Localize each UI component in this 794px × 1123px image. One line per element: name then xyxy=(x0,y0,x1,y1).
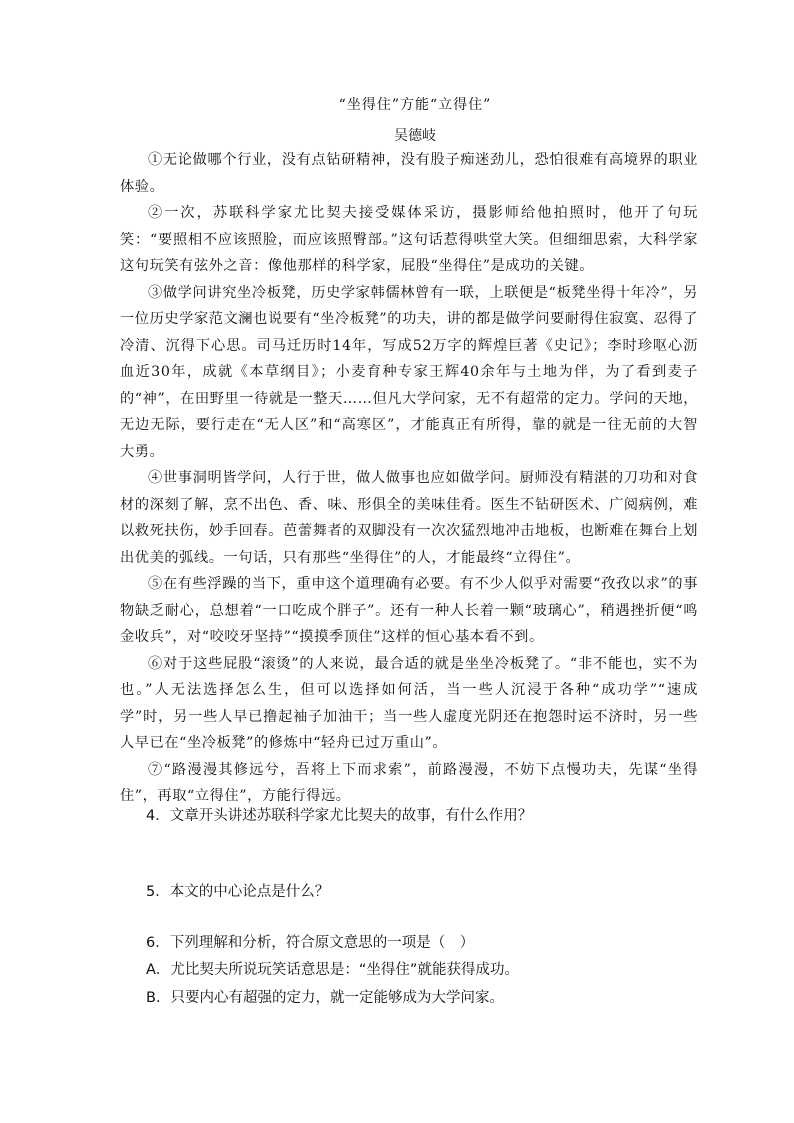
article-body xyxy=(120,147,698,810)
paragraph-3: ③做学问讲究坐冷板凳，历史学家韩儒林曾有一联，上联便是“板凳坐得十年冷”，另一位历史学家范文澜也说要有“坐冷板凳”的功夫，讲的都是做学问要耐得住寂寞、忍得了冷清、沉得下心思。司马迁历时14年，写成52万字的辉煌巨著《史记》；李时珍呕心沥血近30年，成就《本草纲目》；小麦育种专家王辉40余年与土地为伴，为了看到麦子的“神”，在田野里一待就是一整天……但凡大学问家，无不有超常的定力。学问的天地，无边无际，要行走在“无人区”和“高寒区”，才能真正有所得，靠的就是一往无前的大智大勇。 xyxy=(120,284,698,460)
paragraph-5: ⑤在有些浮躁的当下，重申这个道理确有必要。有不少人似乎对需要“孜孜以求”的事物缺乏耐心，总想着“一口吃成个胖子”。还有一种人长着一颗“玻璃心”，稍遇挫折便“鸣金收兵”，对“咬咬牙坚持”“摸摸季顶住”这样的恒心基本看不到。 xyxy=(120,576,698,645)
question-6: 6．下列理解和分析，符合原文意思的一项是（ ） xyxy=(146,935,475,951)
paragraph-4: ④世事洞明皆学问，人行于世，做人做事也应如做学问。厨师没有精湛的刀功和对食材的深刻了解，烹不出色、香、味、形俱全的美味佳肴。医生不钻研医术、广阅病例，难以救死扶伤，妙手回春。芭蕾舞者的双脚没有一次次猛烈地冲击地板，也断难在舞台上划出优美的弧线。一句话，只有那些“坐得住”的人，才能最终“立得住”。 xyxy=(120,470,698,566)
option-a: A．尤比契夫所说玩笑话意思是：“坐得住”就能获得成功。 xyxy=(146,962,519,978)
article-title: “坐得住”方能“立得住” xyxy=(338,97,492,113)
paragraph-2: ②一次，苏联科学家尤比契夫接受媒体采访，摄影师给他拍照时，他开了句玩笑：“要照相不应该照脸，而应该照臀部。”这句话惹得哄堂大笑。但细细思索，大科学家这句玩笑有弦外之音：像他那样的科学家，屁股“坐得住”是成功的关键。 xyxy=(120,205,698,274)
paragraph-6: ⑥对于这些屁股“滚烫”的人来说，最合适的就是坐坐冷板凳了。“非不能也，实不为也。”人无法选择怎么生，但可以选择如何活，当一些人沉浸于各种“成功学”“速成学”时，另一些人早已撸起袖子加油干；当一些人虚度光阴还在抱怨时运不济时，另一些人早已在“坐冷板凳”的修炼中“轻舟已过万重山”。 xyxy=(120,655,698,751)
question-5: 5．本文的中心论点是什么？ xyxy=(146,884,330,900)
option-b: B．只要内心有超强的定力，就一定能够成为大学问家。 xyxy=(146,990,504,1006)
question-4: 4．文章开头讲述苏联科学家尤比契夫的故事，有什么作用？ xyxy=(146,808,533,824)
paragraph-1: ①无论做哪个行业，没有点钻研精神，没有股子痴迷劲儿，恐怕很难有高境界的职业体验。 xyxy=(120,152,698,195)
article-author: 吴德岐 xyxy=(394,128,436,144)
paragraph-7: ⑦“路漫漫其修远兮，吾将上下而求索”，前路漫漫，不妨下点慢功夫，先谋“坐得住”，再取“立得住”，方能行得远。 xyxy=(120,761,698,804)
